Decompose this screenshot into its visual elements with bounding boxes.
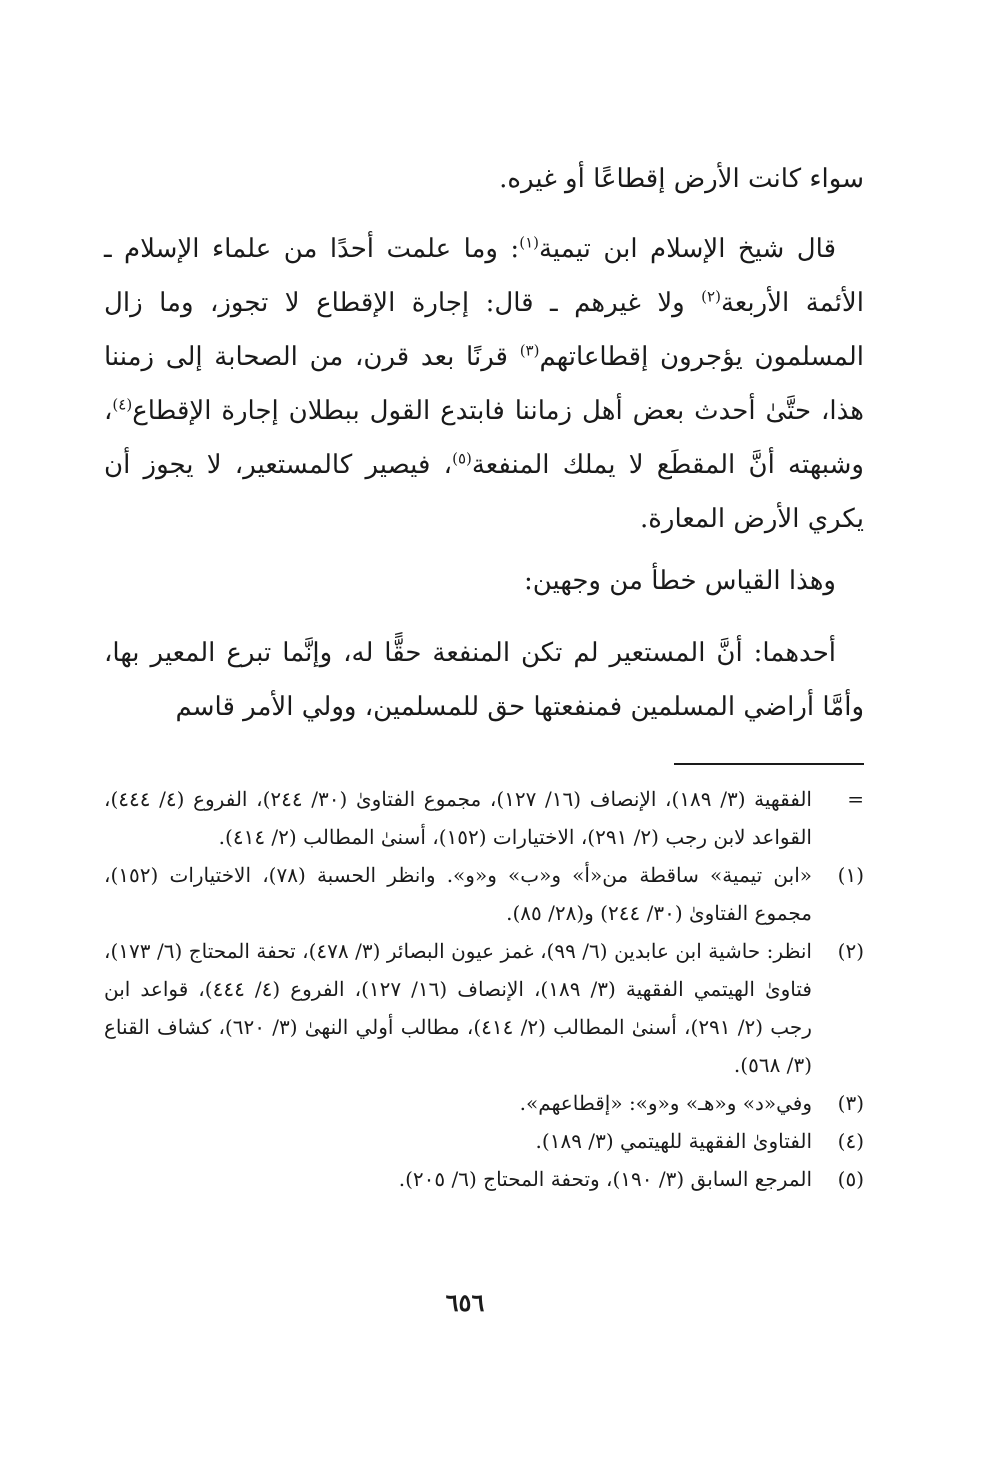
- quote-text-4: قرنًا بعد قرن، من الصحابة إلى زمننا هذا، حتَّىٰ أحدث بعض أهل زماننا فابتدع القول ببطلان إجارة الإقطاع: [104, 342, 864, 426]
- quote-text-3: ولا غيرهم ـ قال: إجارة الإقطاع لا تجوز، وما زال المسلمون يؤجرون إقطاعاتهم: [104, 288, 864, 372]
- paragraph-ibn-taymiyya-quote: [104, 222, 864, 546]
- footnote-marker: (٥): [837, 1167, 864, 1191]
- footnotes: [104, 780, 864, 1198]
- footnote-2: [104, 932, 864, 1084]
- paragraph-continuation: سواء كانت الأرض إقطاعًا أو غيره.: [499, 164, 864, 194]
- paragraph-two-aspects: وهذا القياس خطأ من وجهين:: [523, 566, 836, 596]
- footnote-separator: [674, 763, 864, 765]
- footnote-5: [104, 1160, 864, 1198]
- paragraph-first-aspect: أحدهما: أنَّ المستعير لم تكن المنفعة حقًّا له، وإنَّما تبرع المعير بها، وأمَّا أراضي المسلمين فمنفعتها حق للمسلمين، وولي الأمر قاسم: [104, 638, 864, 722]
- footnote-text: انظر: حاشية ابن عابدين (٦/ ٩٩)، غمز عيون البصائر (٣/ ٤٧٨)، تحفة المحتاج (٦/ ١٧٣)، فتاوىٰ الهيتمي الفقهية (٣/ ١٨٩)، الإنصاف (١٦/ ١٢٧)، الفروع (٤/ ٤٤٤)، قواعد ابن رجب (٢/ ٢٩١)، أسنىٰ المطالب (٢/ ٤١٤)، مطالب أولي النهىٰ (٣/ ٦٢٠)، كشاف القناع (٣/ ٥٦٨).: [104, 939, 812, 1077]
- footnote-marker: (٢): [837, 939, 864, 963]
- footnote-ref-5[interactable]: (٥): [452, 449, 472, 468]
- footnote-1: [104, 856, 864, 932]
- footnote-text: المرجع السابق (٣/ ١٩٠)، وتحفة المحتاج (٦/ ٢٠٥).: [398, 1167, 812, 1191]
- footnote-text: وفي«د» و«هـ» و«و»: «إقطاعهم».: [519, 1091, 812, 1115]
- page-number: ٦٥٦: [445, 1288, 485, 1317]
- footnote-marker: (٣): [837, 1091, 864, 1115]
- footnote-marker: (١): [837, 863, 864, 887]
- footnote-text: «ابن تيمية» ساقطة من«أ» و«ب» و«و». وانظر الحسبة (٧٨)، الاختيارات (١٥٢)، مجموع الفتاوىٰ (٣٠/ ٢٤٤) و(٢٨/ ٨٥).: [104, 863, 812, 925]
- footnote-3: [104, 1084, 864, 1122]
- footnote-ref-3[interactable]: (٣): [519, 341, 540, 360]
- footnote-ref-2[interactable]: (٢): [701, 287, 721, 306]
- footnote-4: [104, 1122, 864, 1160]
- quote-text-5: ، وشبهته أنَّ المقطَع لا يملك المنفعة: [104, 396, 864, 480]
- footnote-ref-4[interactable]: (٤): [112, 395, 133, 414]
- footnote-ref-1[interactable]: (١): [519, 233, 539, 252]
- footnote-text: الفتاوىٰ الفقهية للهيتمي (٣/ ١٨٩).: [535, 1129, 812, 1153]
- quote-text-2: : وما علمت أحدًا من علماء الإسلام ـ الأئمة الأربعة: [104, 234, 864, 318]
- footnote-marker: =: [847, 787, 864, 811]
- footnote-continued: [104, 780, 864, 856]
- footnote-marker: (٤): [837, 1129, 864, 1153]
- quote-text-1: قال شيخ الإسلام ابن تيمية: [538, 234, 837, 264]
- quote-text-6: ، فيصير كالمستعير، لا يجوز أن يكري الأرض المعارة.: [104, 450, 864, 534]
- footnote-text: الفقهية (٣/ ١٨٩)، الإنصاف (١٦/ ١٢٧)، مجموع الفتاوىٰ (٣٠/ ٢٤٤)، الفروع (٤/ ٤٤٤)، القواعد لابن رجب (٢/ ٢٩١)، الاختيارات (١٥٢)، أسنىٰ المطالب (٢/ ٤١٤).: [104, 787, 812, 849]
